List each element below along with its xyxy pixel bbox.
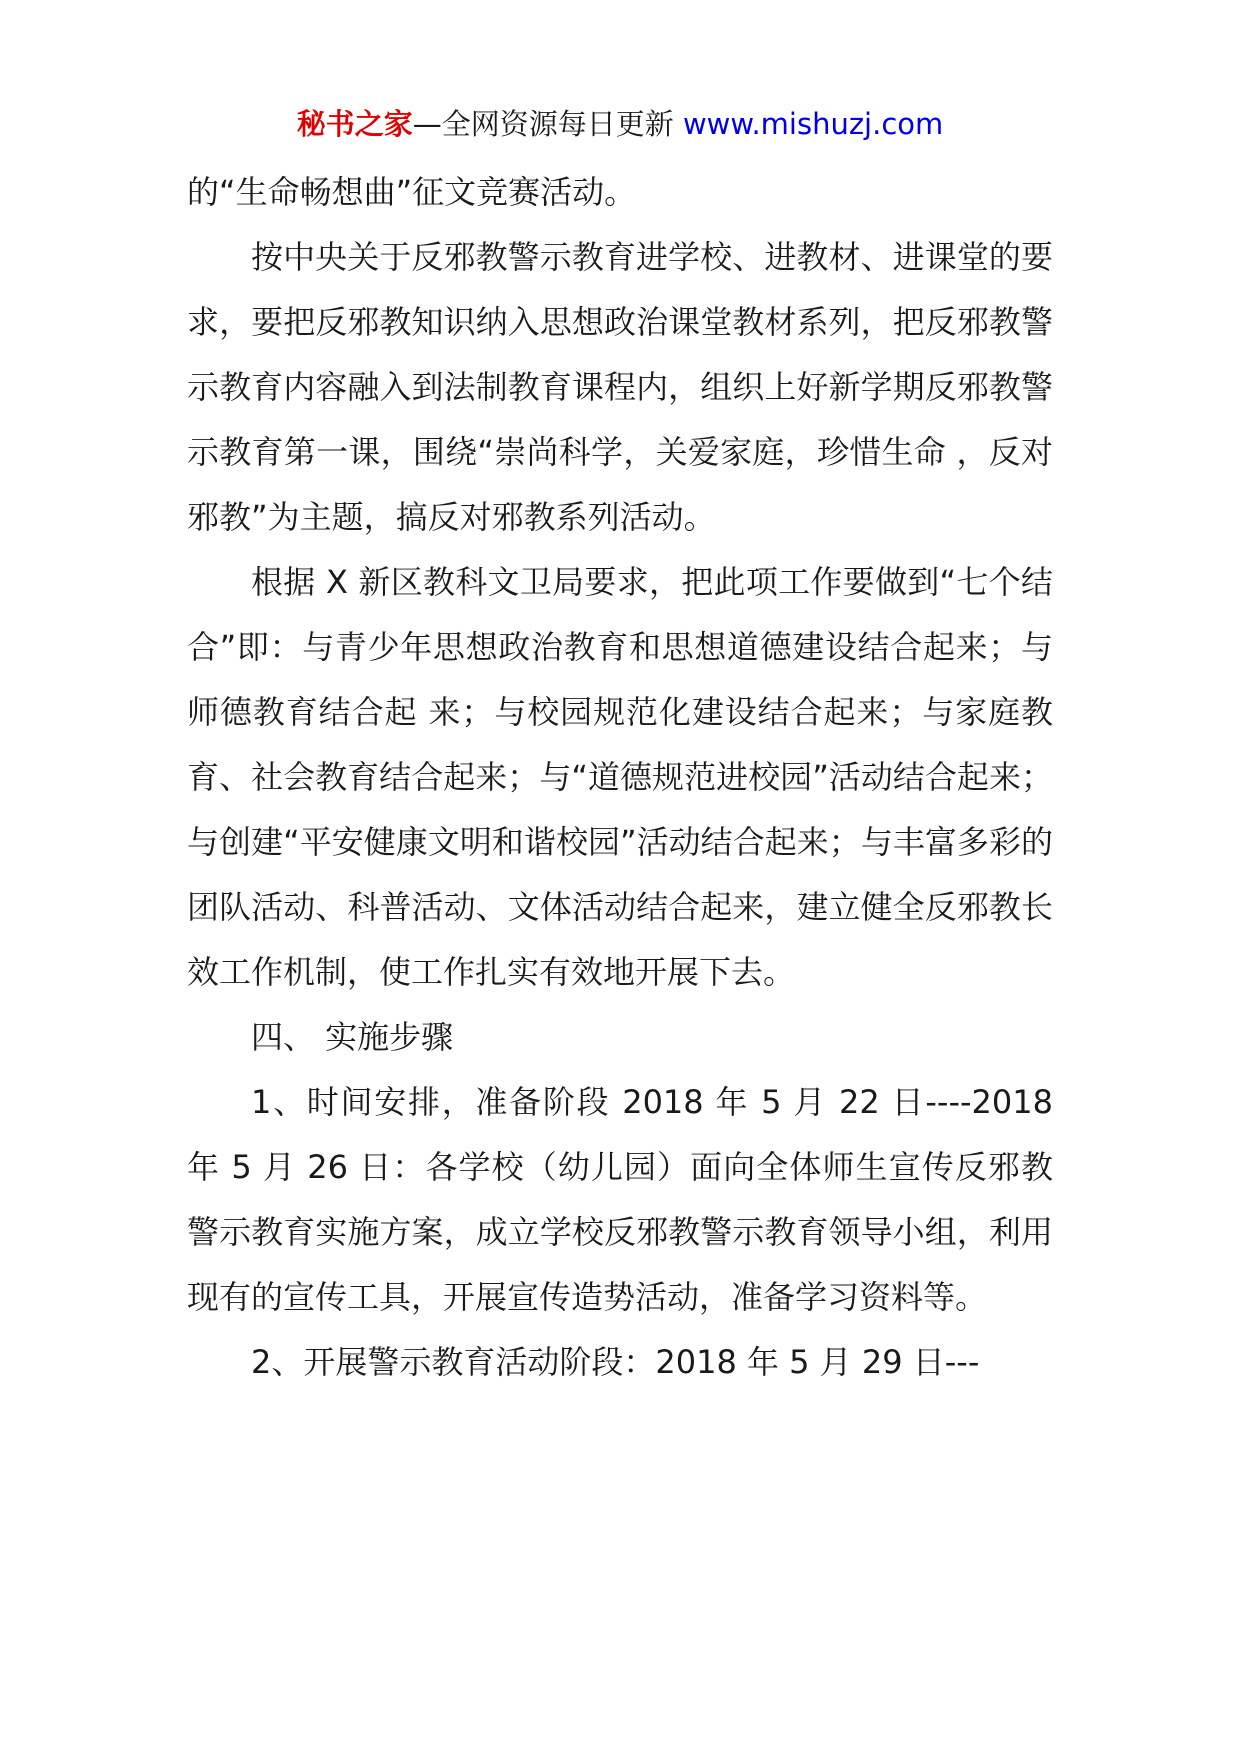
paragraph: 2、开展警示教育活动阶段：2018 年 5 月 29 日--- — [251, 1343, 980, 1381]
brand-name: 秘书之家 — [296, 107, 413, 141]
paragraph: 1、时间安排，准备阶段 2018 年 5 月 22 日----2018 年 5 月 26 日：各学校（幼儿园）面向全体师生宣传反邪教警示教育实施方案，成立学校反邪教警示教育领导小组，利用现有的宣传工具，开展宣传造势活动，准备学习资料等。 — [187, 1083, 1053, 1316]
paragraph: 按中央关于反邪教警示教育进学校、进教材、进课堂的要求，要把反邪教知识纳入思想政治课堂教材系列，把反邪教警示教育内容融入到法制教育课程内，组织上好新学期反邪教警示教育第一课，围绕“崇尚科学，关爱家庭，珍惜生命 ，反对邪教”为主题，搞反对邪教系列活动。 — [187, 238, 1053, 536]
paragraph-continuation: 的“生命畅想曲”征文竞赛活动。 — [187, 173, 637, 211]
site-url-link[interactable]: www.mishuzj.com — [682, 107, 944, 141]
header-tagline: —全网资源每日更新 — [412, 107, 674, 141]
page-header — [0, 104, 1240, 144]
paragraph: 根据 X 新区教科文卫局要求，把此项工作要做到“七个结合”即：与青少年思想政治教育和思想道德建设结合起来；与师德教育结合起 来；与校园规范化建设结合起来；与家庭教育、社会教育结合起来；与“道德规范进校园”活动结合起来；与创建“平安健康文明和谐校园”活动结合起来；与丰富多彩的团队活动、科普活动、文体活动结合起来，建立健全反邪教长效工作机制，使工作扎实有效地开展下去。 — [187, 563, 1053, 991]
document-body — [187, 160, 1053, 1395]
section-heading: 四、 实施步骤 — [251, 1018, 454, 1056]
